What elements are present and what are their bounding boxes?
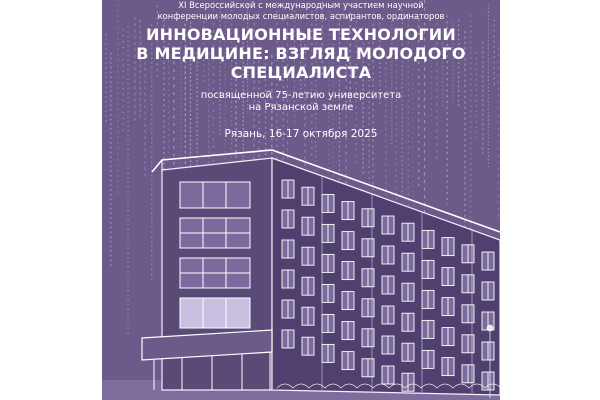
cover-text — [102, 0, 500, 141]
conference-title-line-2: В МЕДИЦИНЕ: ВЗГЛЯД МОЛОДОГО — [136, 44, 466, 63]
conference-title-line-3: СПЕЦИАЛИСТА — [230, 63, 372, 82]
date-place: Рязань, 16-17 октября 2025 — [224, 128, 378, 140]
dedication-line-1: посвященной 75-летию университета — [200, 90, 402, 101]
dedication-line-2: на Рязанской земле — [248, 102, 354, 113]
conference-cover — [102, 0, 500, 400]
conference-title-line-1: ИННОВАЦИОННЫЕ ТЕХНОЛОГИИ — [146, 25, 456, 44]
conference-intro-line-2: конференции молодых специалистов, аспирантов, ординаторов — [157, 11, 445, 21]
conference-intro-line-1: XI Всероссийской с международным участием научной — [178, 0, 424, 10]
